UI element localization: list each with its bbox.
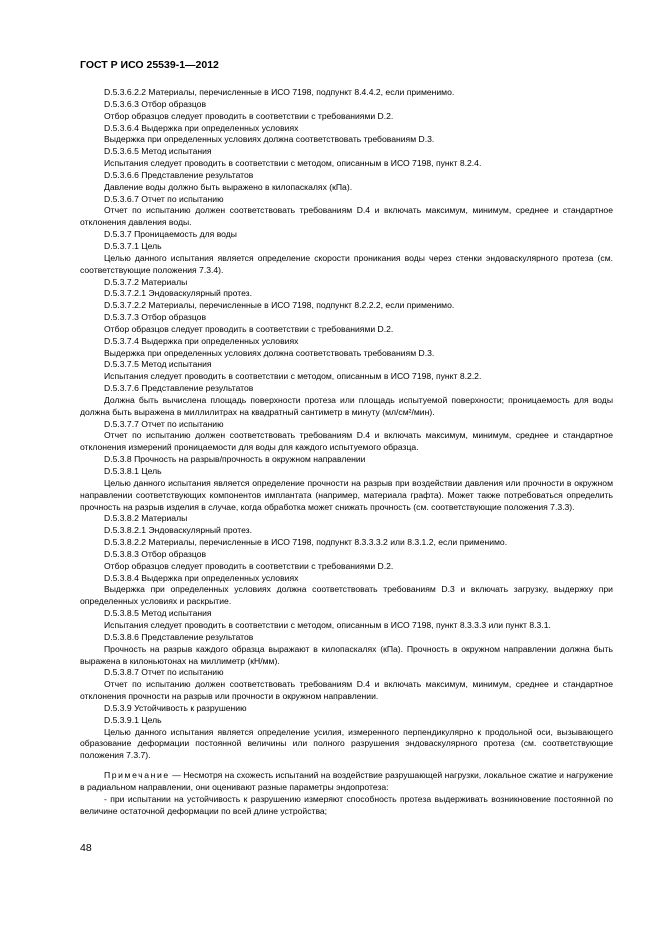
paragraph-list: [80, 87, 613, 762]
body-paragraph: Выдержка при определенных условиях должна соответствовать требованиям D.3 и включать загрузку, выдержку при определенных условиях и раскрытие.: [80, 584, 613, 607]
body-paragraph: Испытания следует проводить в соответствии с методом, описанным в ИСО 7198, пункт 8.2.4.: [104, 158, 482, 169]
body-paragraph: Отчет по испытанию должен соответствовать требованиям D.4 и включать максимум, минимум, среднее и стандартное отклонения измерений проницаемости для воды для каждого испытуемого образца.: [80, 430, 613, 453]
document-header: ГОСТ Р ИСО 25539-1—2012: [80, 59, 219, 71]
body-paragraph: D.5.3.9 Устойчивость к разрушению: [104, 702, 247, 713]
body-paragraph: D.5.3.8.4 Выдержка при определенных условиях: [104, 572, 299, 583]
body-paragraph: Прочность на разрыв каждого образца выражают в килопаскалях (кПа). Прочность в окружном направлении должна быть выражена в килоньютонах на миллиметр (кН/мм).: [80, 643, 613, 666]
body-paragraph: D.5.3.8.6 Представление результатов: [104, 631, 254, 642]
body-paragraph: D.5.3.8.2.2 Материалы, перечисленные в ИСО 7198, подпункт 8.3.3.3.2 или 8.3.1.2, если применимо.: [104, 537, 508, 548]
body-paragraph: D.5.3.7.2 Материалы: [104, 276, 188, 287]
body-paragraph: D.5.3.7.7 Отчет по испытанию: [104, 418, 224, 429]
body-paragraph: Выдержка при определенных условиях должна соответствовать требованиям D.3.: [104, 347, 435, 358]
body-paragraph: D.5.3.6.7 Отчет по испытанию: [104, 193, 224, 204]
note-paragraph: [80, 770, 613, 794]
body-paragraph: D.5.3.6.3 Отбор образцов: [104, 98, 207, 109]
note-label: Примечание: [104, 770, 170, 781]
note-list-item: - при испытании на устойчивость к разрушению измеряют способность протеза выдерживать возникновение постоянной по величине остаточной деформации по всей длине устройства;: [80, 793, 613, 816]
body-paragraph: Целью данного испытания является определение скорости проникания воды через стенки эндоваскулярного протеза (см. соответствующие положения 7.3.4).: [80, 252, 613, 275]
body-paragraph: Отчет по испытанию должен соответствовать требованиям D.4 и включать максимум, минимум, среднее и стандартное отклонения прочности на разрыв или прочности в окружном направлении.: [80, 679, 613, 702]
body-paragraph: D.5.3.6.2.2 Материалы, перечисленные в ИСО 7198, подпункт 8.4.4.2, если применимо.: [104, 87, 455, 97]
body-paragraph: D.5.3.9.1 Цель: [104, 714, 162, 725]
body-paragraph: Отчет по испытанию должен соответствовать требованиям D.4 и включать максимум, минимум, среднее и стандартное отклонения давления воды.: [80, 205, 613, 228]
body-paragraph: Давление воды должно быть выражено в килопаскалях (кПа).: [104, 181, 353, 192]
body-paragraph: Выдержка при определенных условиях должна соответствовать требованиям D.3.: [104, 134, 435, 145]
body-paragraph: Целью данного испытания является определение усилия, измеренного перпендикулярно к продольной оси, вызывающего образование деформации постоянной величины или полного разрушения эндоваскулярного протеза (см. соответствующие положения 7.3.7).: [80, 726, 613, 761]
body-paragraph: D.5.3.7.4 Выдержка при определенных условиях: [104, 335, 299, 346]
document-body: [80, 87, 613, 817]
body-paragraph: D.5.3.7.5 Метод испытания: [104, 359, 212, 370]
body-paragraph: D.5.3.8.7 Отчет по испытанию: [104, 667, 224, 678]
body-paragraph: D.5.3.8 Прочность на разрыв/прочность в окружном направлении: [104, 454, 366, 465]
body-paragraph: D.5.3.8.1 Цель: [104, 466, 162, 476]
body-paragraph: Отбор образцов следует проводить в соответствии с требованиями D.2.: [104, 560, 394, 571]
body-paragraph: Отбор образцов следует проводить в соответствии с требованиями D.2.: [104, 110, 394, 121]
body-paragraph: Испытания следует проводить в соответствии с методом, описанным в ИСО 7198, пункт 8.3.3.3 или пункт 8.3.1.: [104, 619, 551, 630]
body-paragraph: D.5.3.7 Проницаемость для воды: [104, 229, 237, 240]
body-paragraph: Испытания следует проводить в соответствии с методом, описанным в ИСО 7198, пункт 8.2.2.: [104, 371, 482, 382]
body-paragraph: Отбор образцов следует проводить в соответствии с требованиями D.2.: [104, 323, 394, 334]
body-paragraph: D.5.3.8.5 Метод испытания: [104, 608, 212, 619]
body-paragraph: Целью данного испытания является определение прочности на разрыв при воздействии давления или прочности в окружном направлении соответствующих компонентов имплантата (например, материала графта). Может также потребоваться определить прочность на разрыв изделия в случае, когда обработка может снижать прочность (см. соответствующие положения 7.3.3).: [80, 477, 613, 512]
body-paragraph: D.5.3.8.2 Материалы: [104, 513, 188, 524]
body-paragraph: D.5.3.7.1 Цель: [104, 240, 162, 251]
body-paragraph: D.5.3.8.3 Отбор образцов: [104, 548, 207, 559]
body-paragraph: D.5.3.6.6 Представление результатов: [104, 169, 254, 180]
note-text: — Несмотря на схожесть испытаний на воздействие разрушающей нагрузки, локальное сжатие и нагружение в радиальном направлении, они оценивают разные параметры эндопротеза:: [80, 770, 613, 792]
body-paragraph: D.5.3.7.3 Отбор образцов: [104, 312, 207, 323]
page-number: 48: [80, 842, 92, 854]
body-paragraph: D.5.3.7.2.2 Материалы, перечисленные в ИСО 7198, подпункт 8.2.2.2, если применимо.: [104, 300, 455, 311]
body-paragraph: Должна быть вычислена площадь поверхности протеза или площадь испытуемой поверхности; проницаемость для воды должна быть выражена в миллилитрах на квадратный сантиметр в минуту (мл/см²/мин).: [80, 394, 613, 417]
body-paragraph: D.5.3.6.4 Выдержка при определенных условиях: [104, 122, 299, 133]
body-paragraph: D.5.3.7.2.1 Эндоваскулярный протез.: [104, 288, 252, 299]
body-paragraph: D.5.3.8.2.1 Эндоваскулярный протез.: [104, 525, 252, 536]
body-paragraph: D.5.3.7.6 Представление результатов: [104, 383, 254, 394]
body-paragraph: D.5.3.6.5 Метод испытания: [104, 146, 212, 157]
